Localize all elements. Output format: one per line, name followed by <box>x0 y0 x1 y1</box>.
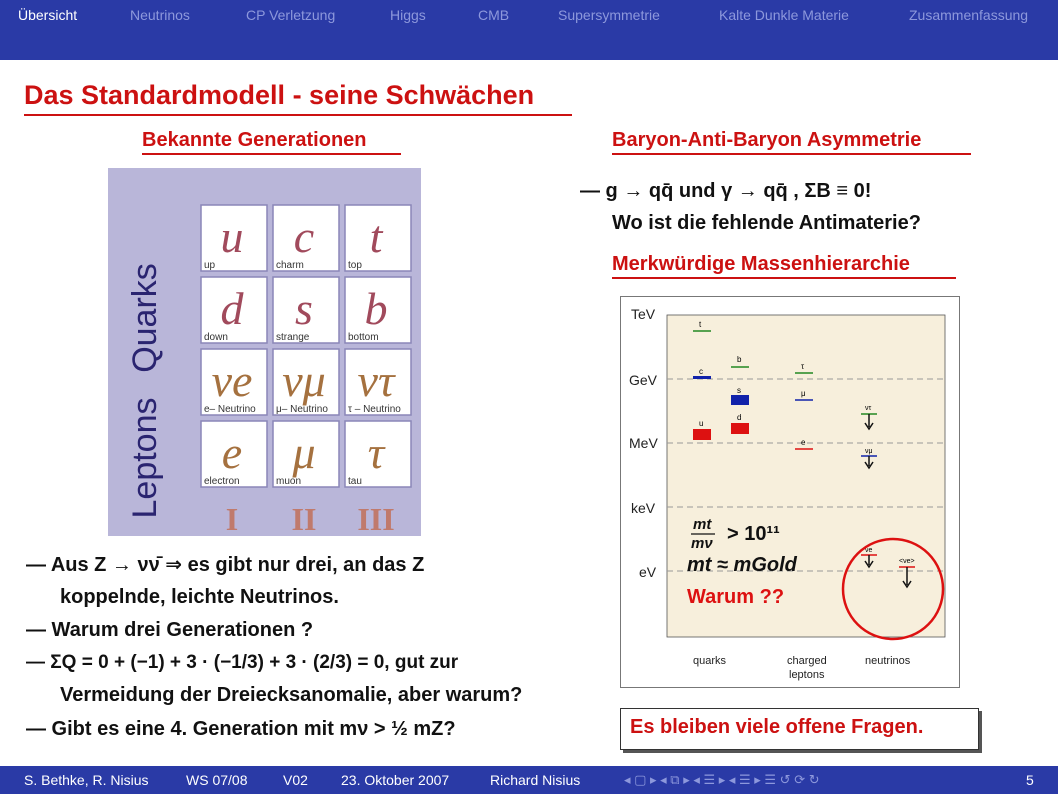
marker-u <box>693 429 711 440</box>
footer-semester: WS 07/08 <box>186 772 248 788</box>
generation-cell <box>273 205 339 271</box>
generations-figure <box>108 168 421 536</box>
generation-symbol: u <box>220 211 244 262</box>
generation-symbol: νμ <box>282 355 326 406</box>
right-heading-mass: Merkwürdige Massenhierarchie <box>612 253 910 275</box>
generation-label: bottom <box>348 332 379 343</box>
particle-mu: μ <box>801 389 806 398</box>
marker-s <box>731 395 749 405</box>
slide-title: Das Standardmodell - seine Schwächen <box>24 80 535 110</box>
bullet-z-decay: — Aus Z → νν̄ ⇒ es gibt nur drei, an das Z <box>26 554 425 576</box>
generation-cell <box>345 349 411 415</box>
asym-line-1: — g → qq̄ und γ → qq̄ , ΣB ≡ 0! <box>580 180 872 202</box>
particle-nu-e: νe <box>865 547 873 554</box>
particle-s: s <box>737 386 741 395</box>
roman-numeral-1: I <box>225 501 239 536</box>
particle-e: e <box>801 438 806 447</box>
generation-cell <box>201 277 267 343</box>
generation-symbol: d <box>220 283 244 334</box>
left-heading: Bekannte Generationen <box>142 129 367 151</box>
generation-symbol: c <box>293 211 315 262</box>
warum-text: Warum ?? <box>687 586 785 608</box>
nav-item-cmb[interactable]: CMB <box>478 7 510 23</box>
particle-t: t <box>699 320 702 329</box>
nav-item-higgs[interactable]: Higgs <box>390 7 426 23</box>
x-label-quarks: quarks <box>693 655 727 667</box>
x-label-neutrinos: neutrinos <box>865 655 911 667</box>
quarks-side-label: Quarks <box>126 263 164 373</box>
marker-c <box>693 376 711 379</box>
particle-d: d <box>737 413 742 422</box>
ratio-numerator: mt <box>693 516 712 533</box>
title-underline <box>24 114 572 116</box>
generation-label: tau <box>348 476 362 487</box>
generation-cell <box>201 349 267 415</box>
generation-label: μ– Neutrino <box>276 404 328 415</box>
bullet-three-generations: — Warum drei Generationen ? <box>26 619 314 641</box>
generation-label: top <box>348 260 362 271</box>
nav-item-uebersicht[interactable]: Übersicht <box>18 7 78 23</box>
bullet-charge-sum: — ΣQ = 0 + (−1) + 3 · (−1/3) + 3 · (2/3) = 0, gut zur <box>26 652 459 673</box>
generation-cell <box>201 421 267 487</box>
nav-item-kalte-dunkle-materie[interactable]: Kalte Dunkle Materie <box>719 7 849 23</box>
generations-svg <box>108 168 421 536</box>
top-nav-bar <box>0 0 1058 60</box>
generation-cell <box>345 277 411 343</box>
generation-cell <box>345 205 411 271</box>
generation-label: muon <box>276 476 302 487</box>
x-label-leptons: leptons <box>789 669 825 681</box>
mass-plot-svg <box>621 297 959 687</box>
footer-navigation-icons[interactable]: ◂ ▢ ▸ ◂ ⧉ ▸ ◂ ☰ ▸ ◂ ☰ ▸ ☰ ↺ ⟳ ↻ <box>624 772 820 787</box>
generation-label: τ – Neutrino <box>348 404 401 415</box>
asym-line-2: Wo ist die fehlende Antimaterie? <box>612 212 921 234</box>
particle-tau: τ <box>801 362 805 371</box>
y-label-ev: eV <box>639 564 657 580</box>
generation-symbol: ντ <box>357 355 395 406</box>
generation-symbol: μ <box>292 427 316 478</box>
nav-item-neutrinos[interactable]: Neutrinos <box>130 7 190 23</box>
right-heading-mass-underline <box>612 277 956 279</box>
generation-label: strange <box>276 332 310 343</box>
generation-symbol: e <box>221 427 243 478</box>
y-label-kev: keV <box>631 500 656 516</box>
particle-nu-mu: νμ <box>865 448 873 455</box>
generation-symbol: s <box>295 283 313 334</box>
bullet-fourth-generation: — Gibt es eine 4. Generation mit mν > ½ mZ? <box>26 718 456 740</box>
y-label-tev: TeV <box>631 306 656 322</box>
generation-symbol: b <box>364 283 388 334</box>
particle-b: b <box>737 355 742 364</box>
generation-symbol: t <box>369 211 383 262</box>
particle-nu-tau: ντ <box>865 405 872 412</box>
particle-u: u <box>699 419 704 428</box>
leptons-side-label: Leptons <box>126 397 164 519</box>
y-label-mev: MeV <box>629 435 658 451</box>
conclusion-box <box>620 708 979 750</box>
conclusion-text: Es bleiben viele offene Fragen. <box>630 716 924 738</box>
mass-hierarchy-plot <box>620 296 960 688</box>
footer-speaker: Richard Nisius <box>490 772 581 788</box>
nav-item-zusammenfassung[interactable]: Zusammenfassung <box>909 7 1029 23</box>
particle-nu-e-avg: <νe> <box>899 558 915 565</box>
bullet-charge-sum-cont: Vermeidung der Dreiecksanomalie, aber warum? <box>60 684 523 706</box>
generation-symbol: νe <box>211 355 253 406</box>
left-heading-underline <box>142 153 401 155</box>
footer-bar <box>0 766 1058 794</box>
generation-cell <box>273 349 339 415</box>
nav-item-supersymmetrie[interactable]: Supersymmetrie <box>558 7 660 23</box>
footer-version: V02 <box>283 772 308 788</box>
x-label-charged: charged <box>787 655 827 667</box>
generation-cell <box>273 277 339 343</box>
nav-item-cp-verletzung[interactable]: CP Verletzung <box>246 7 336 23</box>
approx-gold: mt ≈ mGold <box>687 554 797 576</box>
y-label-gev: GeV <box>629 372 658 388</box>
roman-numeral-3: III <box>357 501 395 536</box>
generation-label: down <box>204 332 228 343</box>
marker-d <box>731 423 749 434</box>
generation-label: electron <box>204 476 240 487</box>
footer-authors: S. Bethke, R. Nisius <box>24 772 149 788</box>
generation-cell <box>201 205 267 271</box>
roman-numeral-2: II <box>291 501 317 536</box>
generation-label: e– Neutrino <box>204 404 256 415</box>
generation-label: charm <box>276 260 304 271</box>
generation-symbol: τ <box>367 427 385 478</box>
footer-date: 23. Oktober 2007 <box>341 772 450 788</box>
ratio-denominator: mν <box>691 535 713 552</box>
generation-label: up <box>204 260 216 271</box>
right-heading-asymmetry-underline <box>612 153 971 155</box>
footer-page-number: 5 <box>1026 772 1034 788</box>
generation-cell <box>273 421 339 487</box>
generation-cell <box>345 421 411 487</box>
right-heading-asymmetry: Baryon-Anti-Baryon Asymmetrie <box>612 129 922 151</box>
ratio-rhs: > 10¹¹ <box>727 523 780 545</box>
bullet-z-decay-cont: koppelnde, leichte Neutrinos. <box>60 586 339 608</box>
particle-c: c <box>699 367 703 376</box>
